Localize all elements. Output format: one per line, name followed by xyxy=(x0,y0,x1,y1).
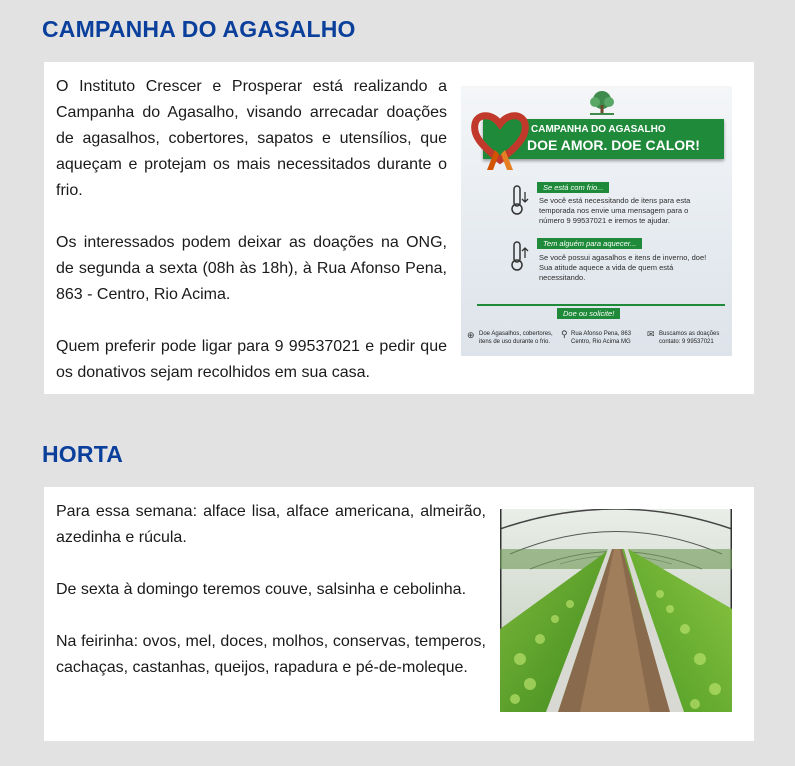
flyer-foot-contato: Buscamos as doações contato: 9 99537021 xyxy=(659,331,720,345)
campanha-paragraph-1: O Instituto Crescer e Prosperar está realizando a Campanha do Agasalho, visando arrecadar doações de agasalhos, cobertores, sapatos e utensílios, que aqueçam e protejam os mais necessitados durante o frio. xyxy=(56,78,447,199)
campanha-paragraph-3: Quem preferir pode ligar para 9 99537021 e pedir que os donativos sejam recolhidos em sua casa. xyxy=(56,338,447,381)
flyer-foot-doe: Doe Agasalhos, cobertores, itens de uso durante o frio. xyxy=(479,331,553,345)
plus-circle-icon: ⊕ xyxy=(467,330,475,340)
tree-logo-icon xyxy=(587,90,617,116)
campanha-text xyxy=(56,74,447,386)
section-title-horta: HORTA xyxy=(42,441,124,467)
flyer-text-frio: Se você está necessitando de itens para esta temporada nos envie uma mensagem para o número 9 99537021 e iremos te ajudar. xyxy=(539,196,691,225)
flyer-text-aquecer: Se você possui agasalhos e itens de inverno, doe! Sua atitude aquece a vida de quem está necessitando. xyxy=(539,253,707,282)
horta-text xyxy=(56,499,486,681)
campanha-card xyxy=(44,62,754,394)
flyer-tag-frio: Se está com frio... xyxy=(537,182,609,193)
heart-scarf-icon xyxy=(469,108,531,172)
campanha-paragraph-2: Os interessados podem deixar as doações na ONG, de segunda a sexta (08h às 18h), à Rua Afonso Pena, 863 - Centro, Rio Acima. xyxy=(56,234,447,303)
flyer-foot-endereco: Rua Afonso Pena, 863 Centro, Rio Acima MG xyxy=(571,331,632,345)
flyer-banner-line2: DOE AMOR. DOE CALOR! xyxy=(527,137,700,153)
chat-bubble-icon: ✉ xyxy=(647,329,655,339)
flyer-banner-line1: CAMPANHA DO AGASALHO xyxy=(531,124,666,135)
horta-paragraph-3: Na feirinha: ovos, mel, doces, molhos, conservas, temperos, cachaças, castanhas, queijos, rapadura e pé-de-moleque. xyxy=(56,633,486,676)
thermometer-down-icon xyxy=(509,184,529,216)
section-title-campanha: CAMPANHA DO AGASALHO xyxy=(42,16,356,42)
horta-card xyxy=(44,487,754,741)
location-pin-icon: ⚲ xyxy=(561,329,568,339)
flyer-divider xyxy=(477,304,725,306)
horta-paragraph-1: Para essa semana: alface lisa, alface americana, almeirão, azedinha e rúcula. xyxy=(56,503,486,546)
horta-paragraph-2: De sexta à domingo teremos couve, salsinha e cebolinha. xyxy=(56,581,467,598)
thermometer-up-icon xyxy=(509,240,529,272)
flyer-tag-aquecer: Tem alguém para aquecer... xyxy=(537,238,642,249)
flyer-tag-doe: Doe ou solicite! xyxy=(557,308,620,319)
greenhouse-photo xyxy=(500,509,732,712)
campanha-flyer-image xyxy=(461,86,732,356)
